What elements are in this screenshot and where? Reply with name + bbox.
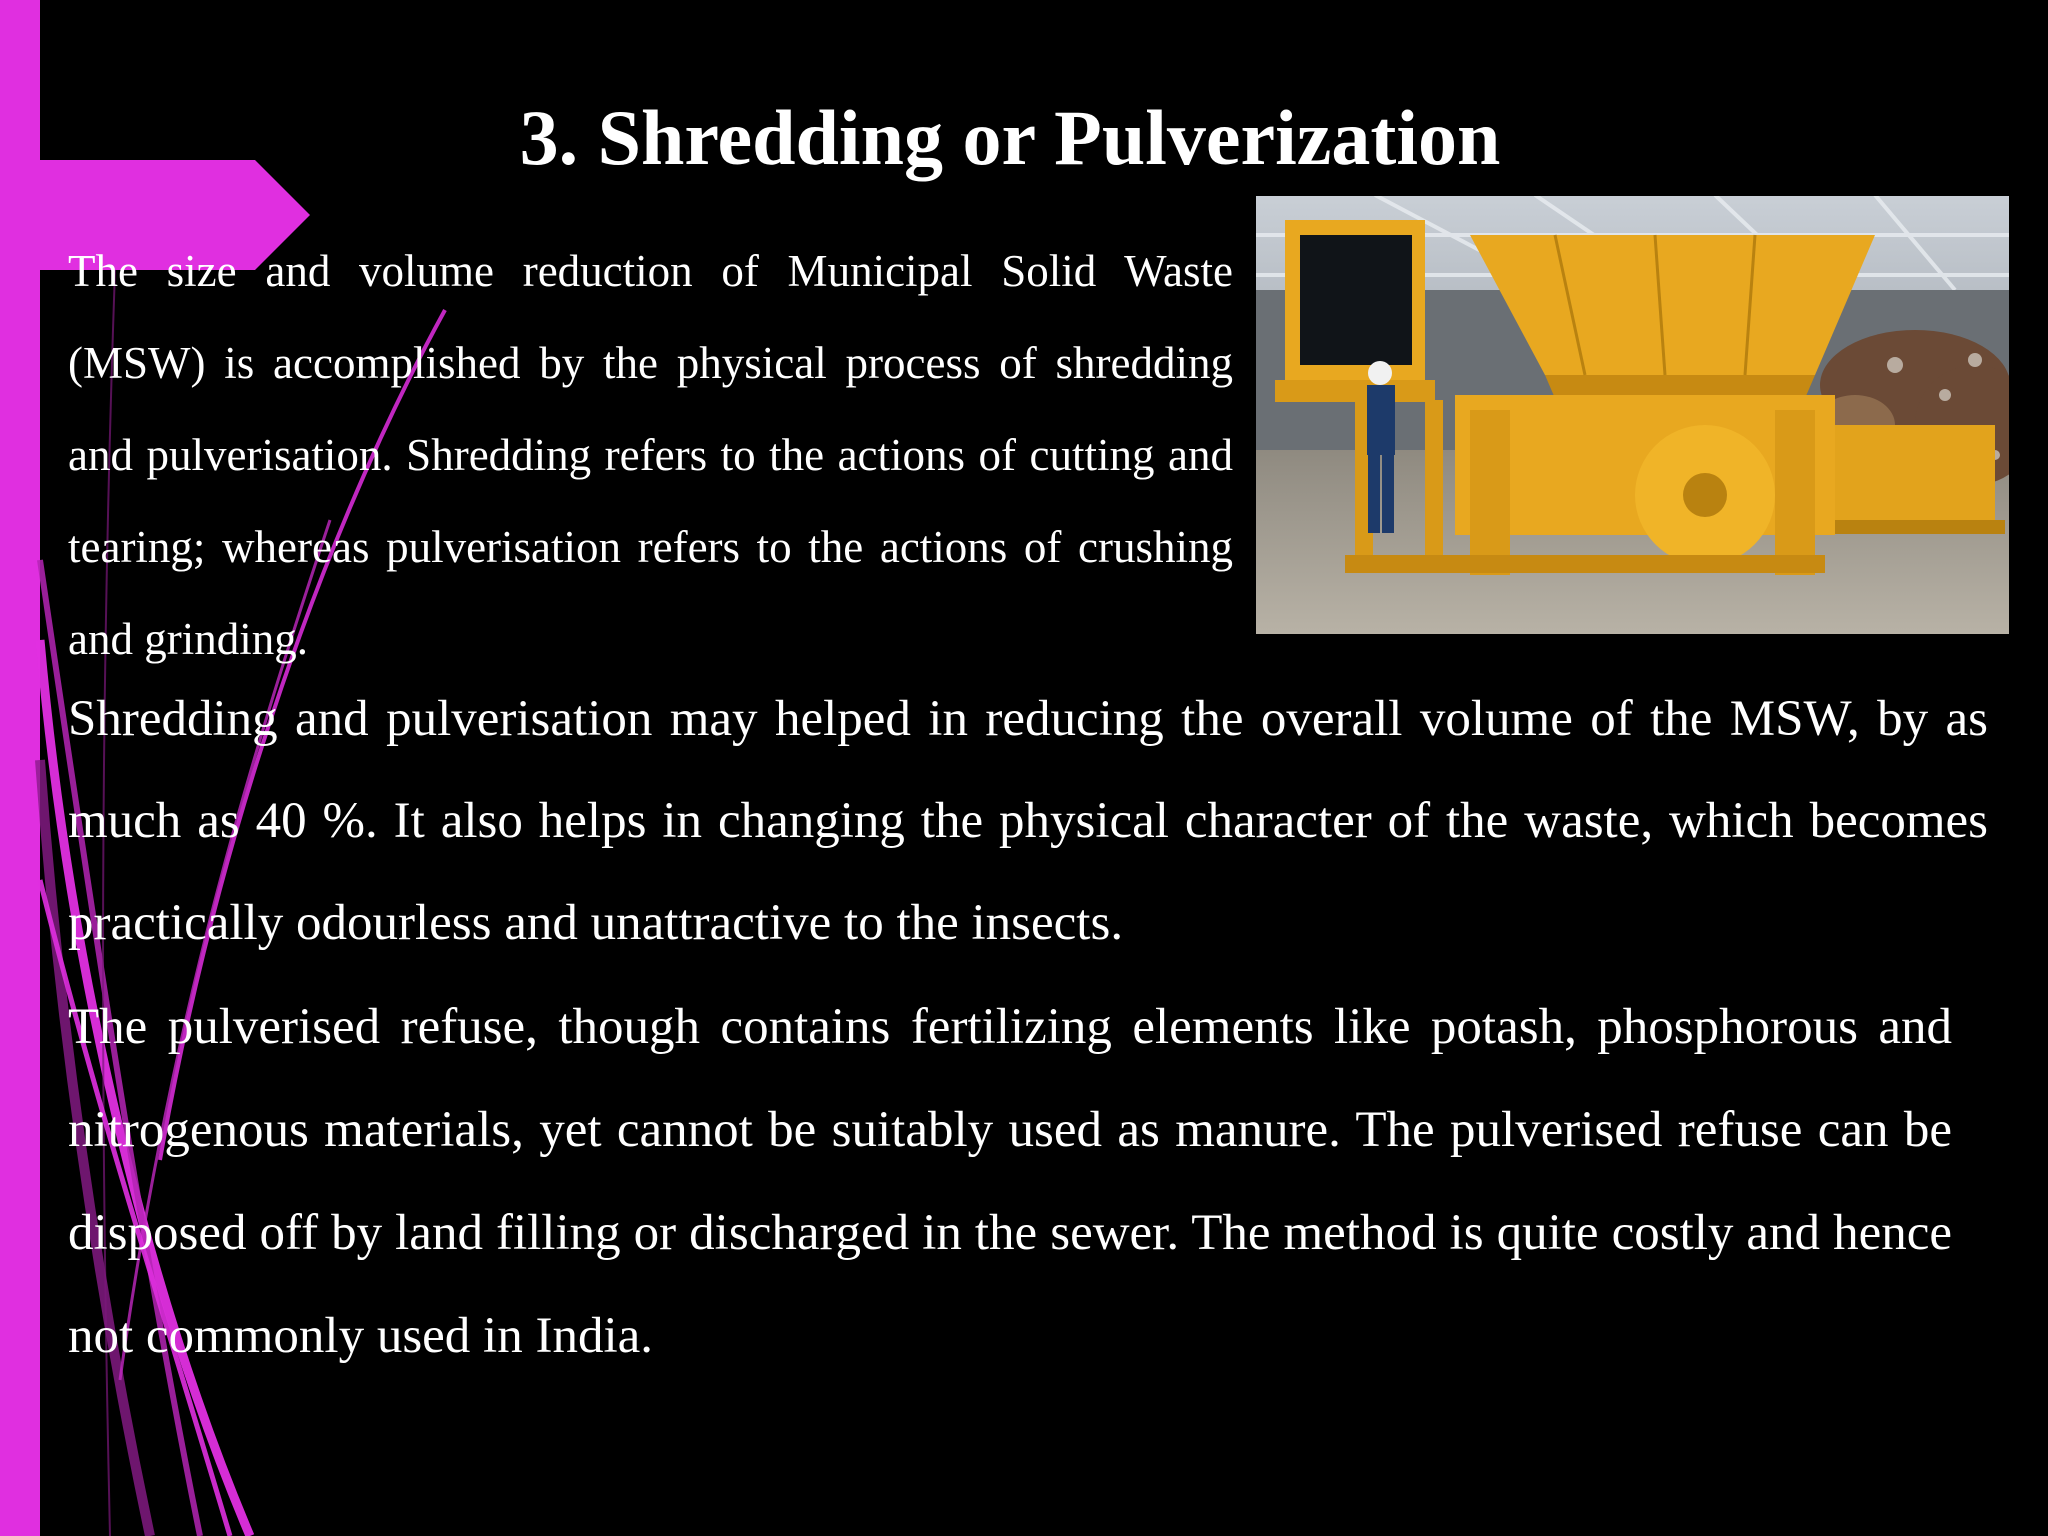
paragraph-volume-reduction: Shredding and pulverisation may helped in reducing the overall volume of the MSW, by as much as 40 %. It also helps in changing the physical character of the waste, which becomes practically odourless and unattractive to the insects. [68, 691, 1988, 951]
slide-title: 3. Shredding or Pulverization [519, 94, 1501, 181]
paragraph-pulverised-refuse: The pulverised refuse, though contains fertilizing elements like potash, phosphorous and nitrogenous materials, yet cannot be suitably used as manure. The pulverised refuse can be disposed off by land filling or discharged in the sewer. The method is quite costly and hence not commonly used in India. [68, 999, 1952, 1364]
paragraph-intro: The size and volume reduction of Municipal Solid Waste (MSW) is accomplished by the physical process of shredding and pulverisation. Shredding refers to the actions of cutting and tearing; whereas pulverisation refers to the actions of crushing and grinding. [68, 246, 1233, 664]
shredder-machine-photo [1255, 195, 2010, 635]
